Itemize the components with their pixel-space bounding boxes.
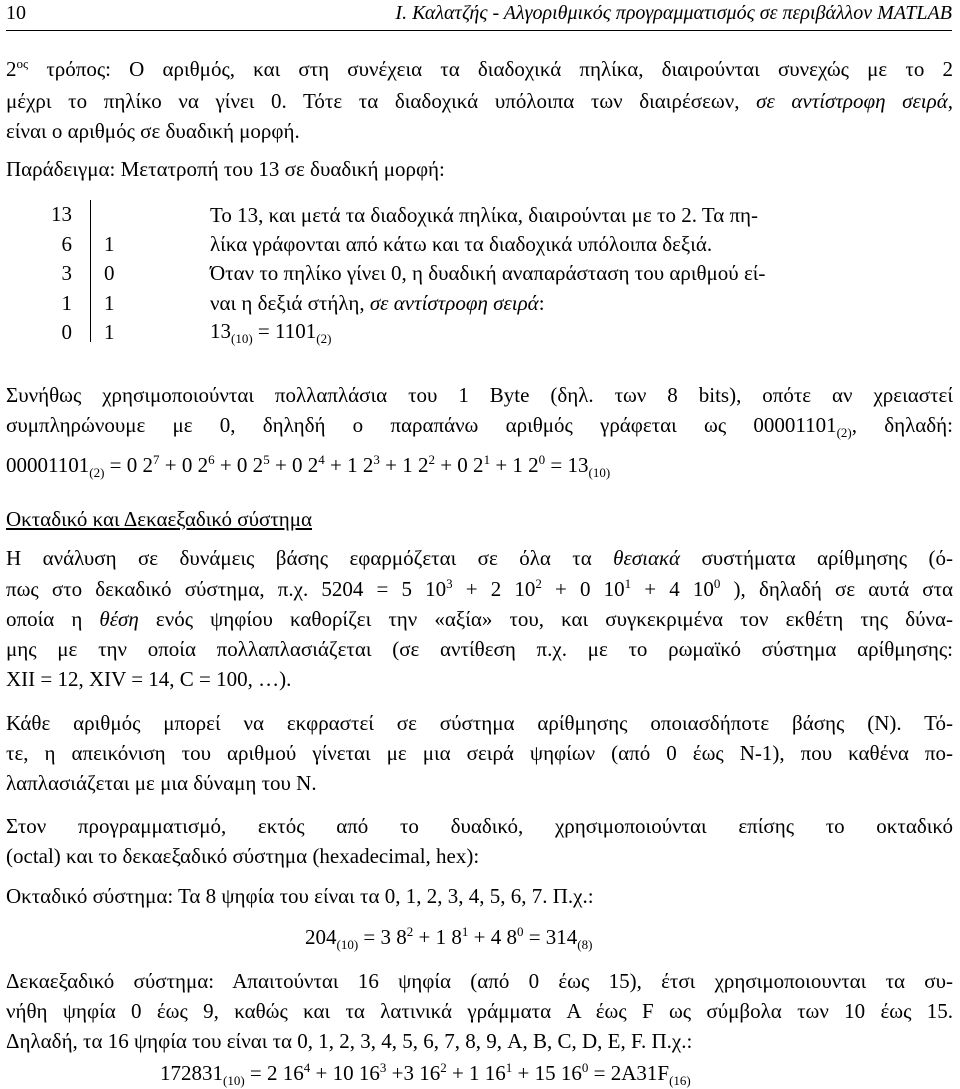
division-table — [40, 202, 120, 350]
byte-line-2: συμπληρώνουμε με 0, δηληδή ο παραπάνω αριθμός γράφεται ως $00001101_{(2)}$, δηλαδή: — [6, 413, 953, 440]
division-row: 1 1 — [61, 290, 115, 315]
intro-line-1: $2^{o\varsigma}$ τρόπος: Ο αριθμός, και στη συνέχεια τα διαδοχικά πηλίκα, διαιρούνται συνεχώς με το 2 — [6, 56, 953, 81]
p1-line-3: οποία η θέση ενός ψηφίου καθορίζει την «αξία» του, και συγκεκριμένα τον εκθέτη της δύνα- — [6, 607, 953, 631]
division-explanation-1: Το 13, και μετά τα διαδοχικά πηλίκα, διαιρούνται με το 2. Τα πη- — [210, 203, 759, 227]
page-number: 10 — [6, 2, 26, 24]
division-row: 6 1 — [61, 231, 115, 256]
octal-equation: $204_{(10)} = 3$ $8^2 + 1$ $8^1 + 4$ $8^0 = 314_{(8)}$ — [305, 924, 593, 952]
p1-line-4: μης με την οποία πολλαπλασιάζεται (σε αντίθεση π.χ. με το ρωμαϊκό σύστημα αρίθμησης: — [6, 637, 953, 661]
byte-line-1: Συνήθως χρησιμοποιούνται πολλαπλάσια του 1 Byte (δηλ. των 8 bits), οπότε αν χρειαστεί — [6, 383, 953, 407]
page-header — [6, 0, 952, 31]
division-explanation-4: ναι η δεξιά στήλη, σε αντίστροφη σειρά: — [210, 291, 545, 315]
hex-line-2: νήθη ψηφία 0 έως 9, καθώς και τα λατινικά γράμματα A έως F ως σύμβολα των 10 έως 15. — [6, 999, 953, 1023]
division-explanation-2: λίκα γράφονται από κάτω και τα διαδοχικά υπόλοιπα δεξιά. — [210, 232, 713, 256]
section-heading: Οκταδικό και Δεκαεξαδικό σύστημα — [6, 507, 313, 531]
division-result: $13_{(10)} = 1101_{(2)}$ — [210, 319, 332, 346]
p3-line-2: (octal) και το δεκαεξαδικό σύστημα (hexadecimal, hex): — [6, 844, 480, 868]
intro-line-2: μέχρι το πηλίκο να γίνει 0. Τότε τα διαδοχικά υπόλοιπα των διαιρέσεων, σε αντίστροφη σειρά, — [6, 89, 953, 113]
division-row: 0 1 — [61, 320, 115, 344]
p1-line-5: XII = 12, XIV = 14, C = 100, …). — [6, 667, 292, 691]
hex-line-3: Δηλαδή, τα 16 ψηφία του είναι τα 0, 1, 2, 3, 4, 5, 6, 7, 8, 9, A, B, C, D, E, F. Π.χ.: — [6, 1029, 693, 1053]
example-title: Παράδειγμα: Μετατροπή του 13 σε δυαδική μορφή: — [6, 157, 445, 181]
byte-equation: $00001101_{(2)} = 0$ $2^7 + 0$ $2^6 + 0$ $2^5 + 0$ $2^4 + 1$ $2^3 + 1$ $2^2 + 0$ $2^1 + 1$ $2^0 = 13_{(10)}$ — [6, 452, 611, 480]
running-title: Ι. Καλατζής - Αλγοριθμικός προγραμματισμός σε περιβάλλον MATLAB — [395, 2, 952, 24]
p2-line-1: Κάθε αριθμός μπορεί να εκφραστεί σε σύστημα αρίθμησης οποιασδήποτε βάσης (N). Τό- — [6, 711, 953, 735]
p2-line-3: λαπλασιάζεται με μια δύναμη του N. — [6, 771, 317, 795]
intro-line-3: είναι ο αριθμός σε δυαδική μορφή. — [6, 119, 300, 143]
division-row: 3 0 — [61, 261, 115, 285]
p3-line-1: Στον προγραμματισμό, εκτός από το δυαδικό, χρησιμοποιούνται επίσης το οκταδικό — [6, 814, 953, 838]
division-explanation-3: Όταν το πηλίκο γίνει 0, η δυαδική αναπαράσταση του αριθμού εί- — [210, 261, 766, 285]
p1-line-1: Η ανάλυση σε δυνάμεις βάσης εφαρμόζεται σε όλα τα θεσιακά συστήματα αρίθμησης (ό- — [6, 546, 953, 570]
division-row: 13 — [51, 202, 72, 226]
p1-line-2: πως στο δεκαδικό σύστημα, π.χ. 5204 = 5 $10^3 + 2$ $10^2 + 0$ $10^1 + 4$ $10^0$ ), δηλαδή σε αυτά στα — [6, 576, 954, 601]
octal-line: Οκταδικό σύστημα: Τα 8 ψηφία του είναι τα 0, 1, 2, 3, 4, 5, 6, 7. Π.χ.: — [6, 884, 594, 908]
p2-line-2: τε, η απεικόνιση του αριθμού γίνεται με μια σειρά ψηφίων (από 0 έως N-1), που καθένα πο- — [6, 741, 953, 765]
hex-line-1: Δεκαεξαδικό σύστημα: Απαιτούνται 16 ψηφία (από 0 έως 15), έτσι χρησιμοποιουνται τα συ- — [6, 969, 953, 993]
hex-equation: $172831_{(10)} = 2$ $16^4 + 10$ $16^3 +3$ $16^2 + 1$ $16^1 + 15$ $16^0 = 2A31F_{(16)}$ — [160, 1060, 691, 1088]
